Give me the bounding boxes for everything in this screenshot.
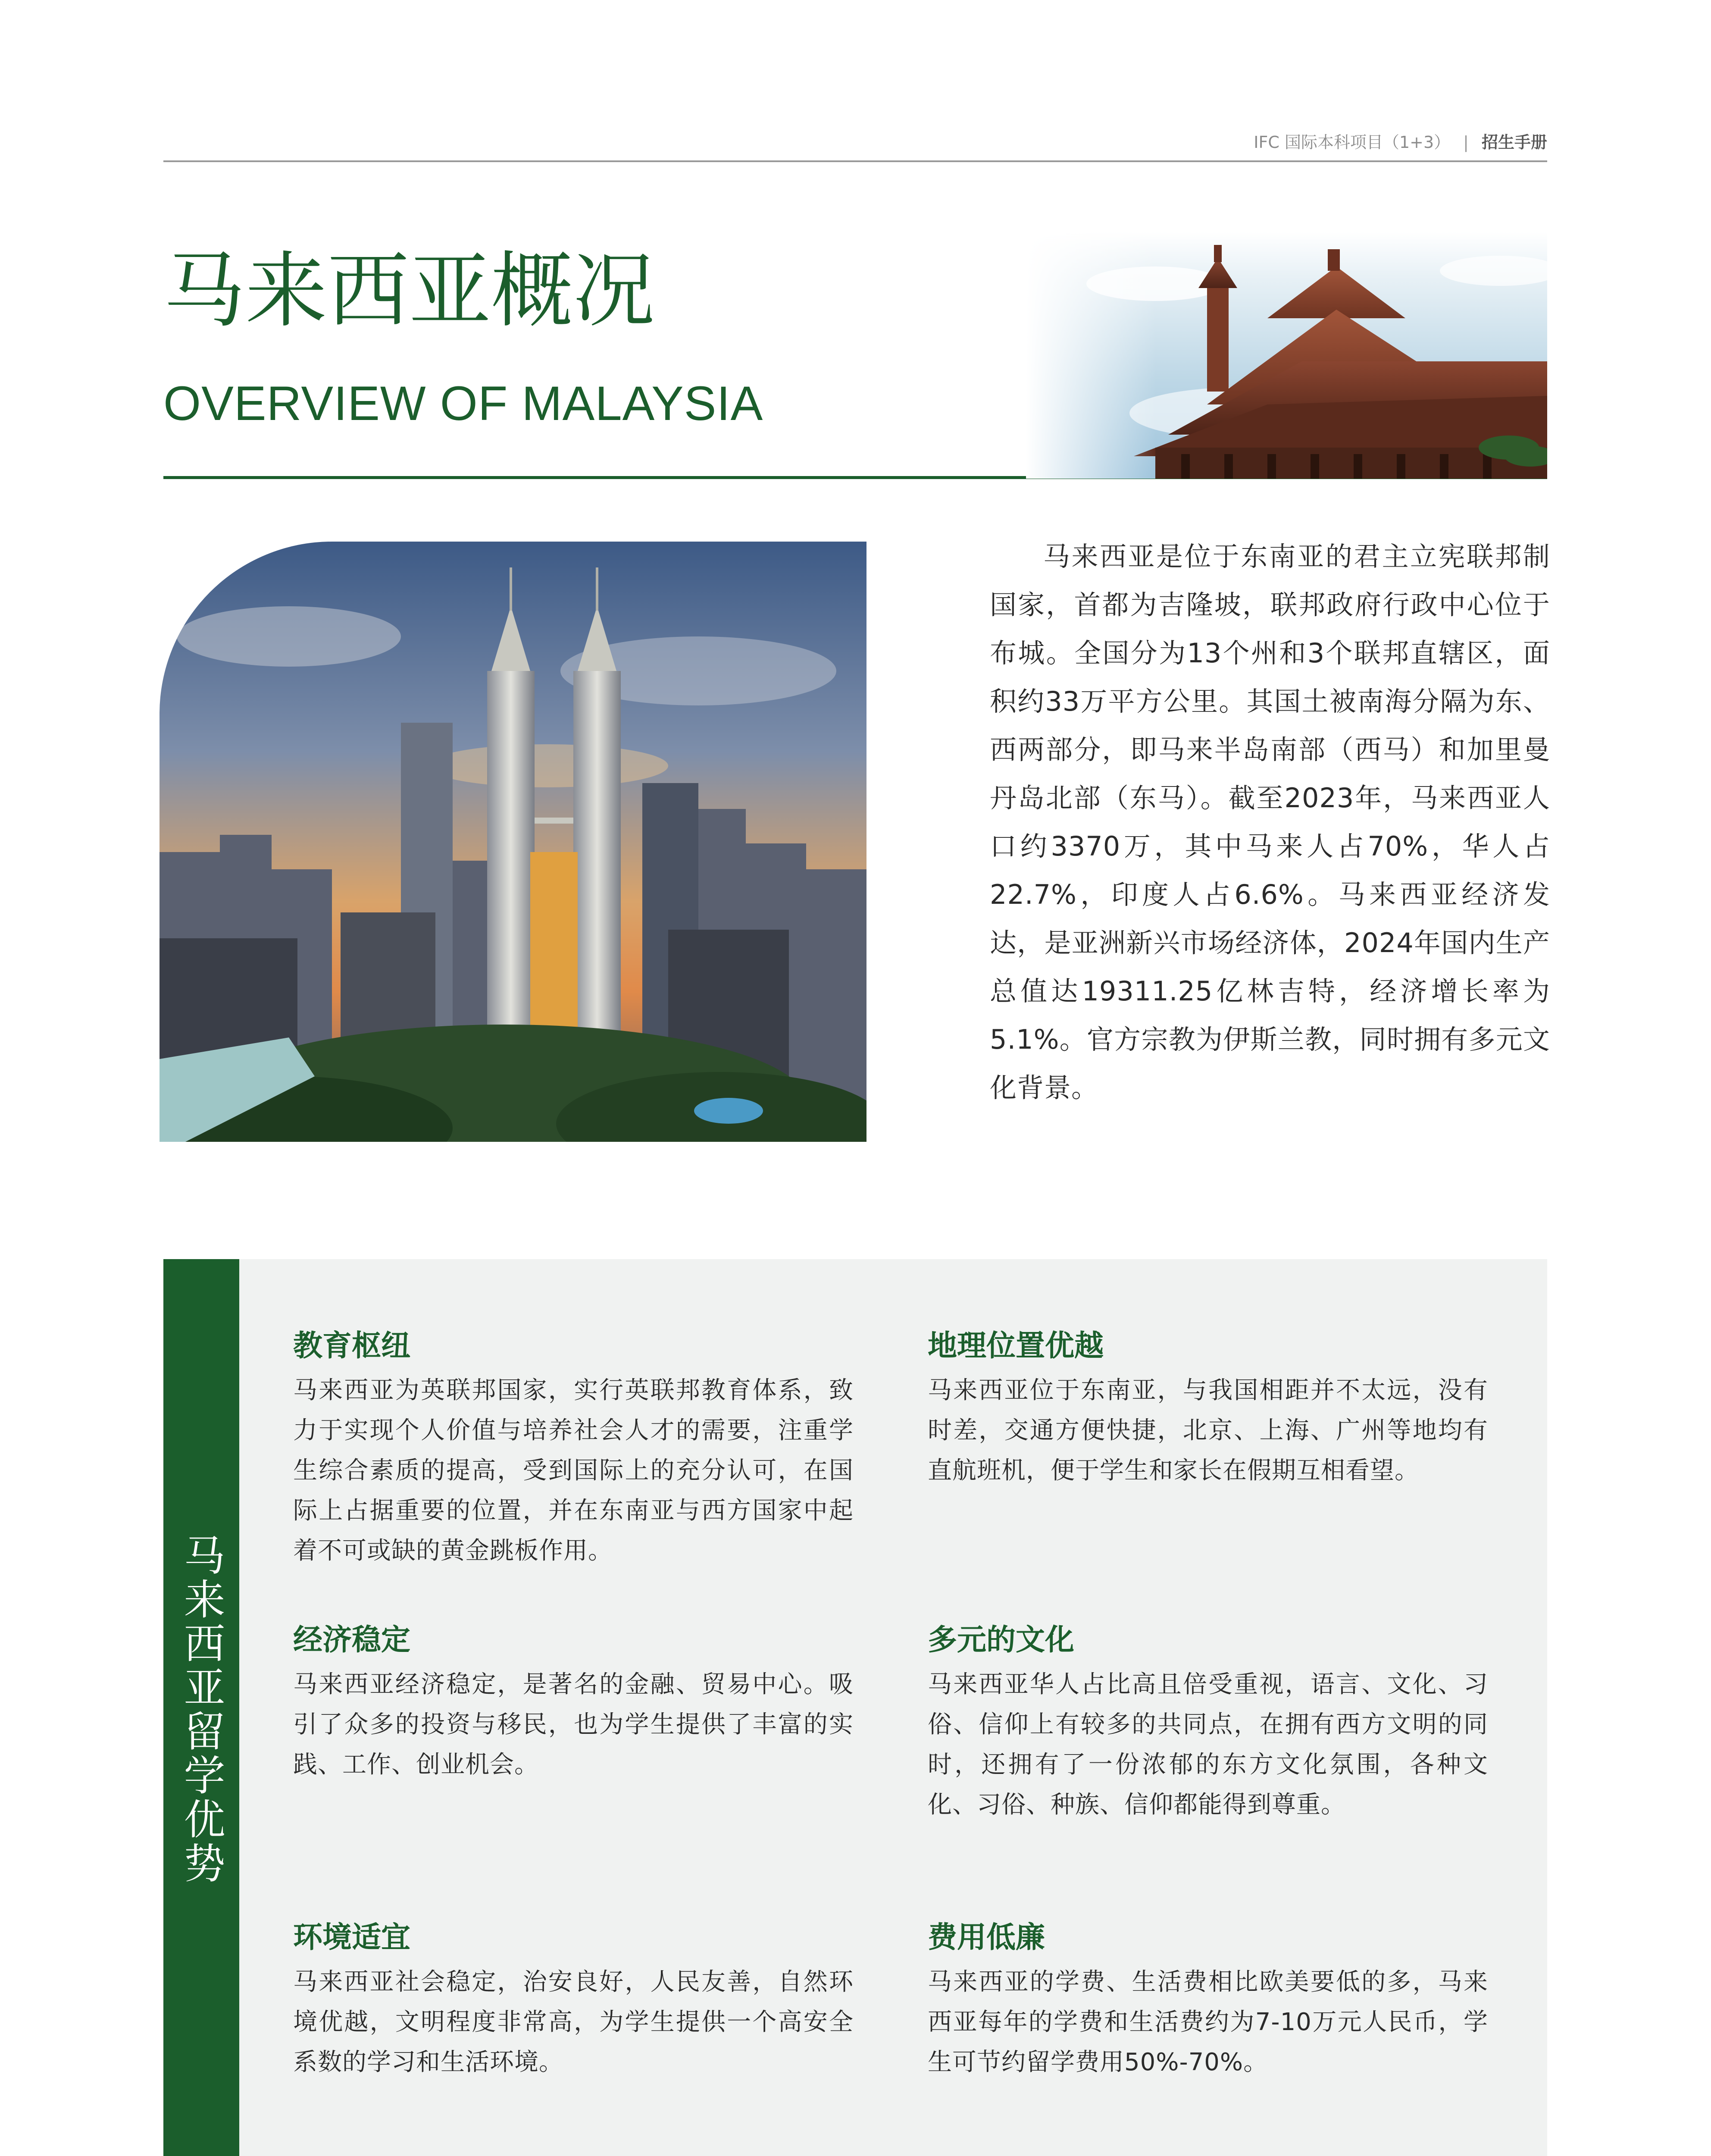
adv-heading-culture: 多元的文化	[928, 1623, 1075, 1657]
adv-heading-environment: 环境适宜	[293, 1921, 411, 1955]
page-title: 马来西亚概况	[163, 243, 655, 338]
header-doc-title: 招生手册	[1481, 133, 1547, 152]
mosque-roof-illustration	[1026, 232, 1547, 479]
header-separator: |	[1463, 133, 1469, 152]
adv-body-cost: 马来西亚的学费、生活费相比欧美要低的多，马来西亚每年的学费和生活费约为7-10万元人民币，学生可节约留学费用50%-70%。	[928, 1968, 1488, 2076]
running-header	[163, 129, 1547, 155]
mosque-roof-photo	[1026, 232, 1547, 479]
header-program: IFC 国际本科项目（1+3）	[1254, 133, 1451, 152]
header-rule	[163, 160, 1547, 162]
advantages-side-title-wrap	[163, 1259, 239, 2156]
adv-body-environment: 马来西亚社会稳定，治安良好，人民友善，自然环境优越，文明程度非常高，为学生提供一个高安全系数的学习和生活环境。	[293, 1968, 854, 2076]
page-subtitle: OVERVIEW OF MALAYSIA	[163, 376, 763, 430]
adv-body-culture: 马来西亚华人占比高且倍受重视，语言、文化、习俗、信仰上有较多的共同点，在拥有西方文明的同时，还拥有了一份浓郁的东方文化氛围，各种文化、习俗、种族、信仰都能得到尊重。	[928, 1670, 1488, 1819]
advantages-side-title: 马来西亚留学优势	[177, 1534, 225, 1886]
adv-body-economy: 马来西亚经济稳定，是著名的金融、贸易中心。吸引了众多的投资与移民，也为学生提供了丰富的实践、工作、创业机会。	[293, 1670, 854, 1779]
adv-heading-geography: 地理位置优越	[928, 1329, 1104, 1363]
skyline-illustration	[160, 542, 866, 1142]
adv-body-education: 马来西亚为英联邦国家，实行英联邦教育体系，致力于实现个人价值与培养社会人才的需要，注重学生综合素质的提高，受到国际上的充分认可，在国际上占据重要的位置，并在东南亚与西方国家中起着不可或缺的黄金跳板作用。	[293, 1376, 854, 1565]
kuala-lumpur-skyline-photo	[160, 542, 866, 1142]
adv-heading-cost: 费用低廉	[928, 1921, 1045, 1955]
adv-heading-education: 教育枢纽	[293, 1329, 411, 1363]
intro-paragraph: 马来西亚是位于东南亚的君主立宪联邦制国家，首都为吉隆坡，联邦政府行政中心位于布城。全国分为13个州和3个联邦直辖区，面积约33万平方公里。其国土被南海分隔为东、西两部分，即马来半岛南部（西马）和加里曼丹岛北部（东马）。截至2023年，马来西亚人口约3370万，其中马来人占70%，华人占22.7%，印度人占6.6%。马来西亚经济发达，是亚洲新兴市场经济体，2024年国内生产总值达19311.25亿林吉特，经济增长率为5.1%。官方宗教为伊斯兰教，同时拥有多元文化背景。	[990, 541, 1550, 1103]
adv-heading-economy: 经济稳定	[293, 1623, 411, 1657]
adv-body-geography: 马来西亚位于东南亚，与我国相距并不太远，没有时差，交通方便快捷，北京、上海、广州等地均有直航班机，便于学生和家长在假期互相看望。	[928, 1376, 1488, 1485]
